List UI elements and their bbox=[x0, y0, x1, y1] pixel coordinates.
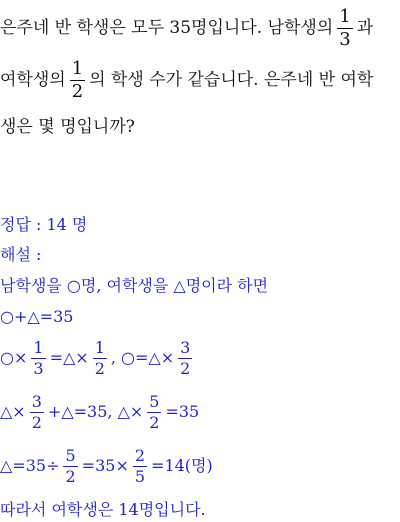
conclusion bbox=[0, 500, 206, 520]
question-line-1 bbox=[0, 6, 373, 50]
question-text: 과 bbox=[356, 17, 374, 38]
conclusion-text: 따라서 여학생은 14명입니다. bbox=[0, 500, 206, 519]
question-text: 은주네 반 학생은 모두 35명입니다. 남학생의 bbox=[0, 17, 334, 38]
solution-step-2 bbox=[0, 306, 73, 328]
fraction: $\frac{2}{5}$ bbox=[134, 445, 146, 486]
fraction: $\frac{1}{2}$ bbox=[94, 337, 105, 378]
fraction: $\frac{3}{2}$ bbox=[180, 337, 191, 378]
fraction: $\frac{5}{2}$ bbox=[149, 391, 160, 432]
solution-step-3 bbox=[0, 336, 196, 380]
explanation-heading: 해설 : bbox=[0, 245, 42, 264]
solution-step-4 bbox=[0, 390, 199, 434]
solution-step-5 bbox=[0, 444, 213, 488]
fraction-one-third: $\frac{1}{3}$ bbox=[339, 5, 351, 50]
step-text: △× bbox=[0, 402, 26, 421]
step-text: , ○=△× bbox=[110, 348, 175, 367]
question-text: 생은 몇 명입니까? bbox=[0, 116, 135, 137]
step-text: =35× bbox=[81, 456, 129, 475]
step-text: ○+△=35 bbox=[0, 307, 74, 326]
question-line-3 bbox=[0, 116, 135, 138]
step-text: =35 bbox=[165, 402, 200, 421]
fraction-one-half: $\frac{1}{2}$ bbox=[71, 57, 84, 102]
step-text: =14(명) bbox=[151, 456, 213, 475]
solution-step-1 bbox=[0, 275, 268, 297]
question-text: 여학생의 bbox=[0, 69, 66, 90]
question-line-2 bbox=[0, 58, 373, 102]
step-text: =△× bbox=[49, 348, 89, 367]
answer-label bbox=[0, 215, 87, 235]
step-text: ○× bbox=[0, 348, 28, 367]
step-text: 남학생을 ○명, 여학생을 △명이라 하면 bbox=[0, 276, 269, 295]
question-text: 의 학생 수가 같습니다. 은주네 반 여학 bbox=[89, 69, 374, 90]
fraction: $\frac{3}{2}$ bbox=[31, 391, 42, 432]
explanation-label bbox=[0, 245, 41, 265]
fraction: $\frac{1}{3}$ bbox=[33, 337, 44, 378]
answer-text: 정답 : 14 명 bbox=[0, 215, 88, 234]
step-text: +△=35, △× bbox=[47, 402, 144, 421]
step-text: △=35÷ bbox=[0, 456, 60, 475]
fraction: $\frac{5}{2}$ bbox=[65, 445, 76, 486]
